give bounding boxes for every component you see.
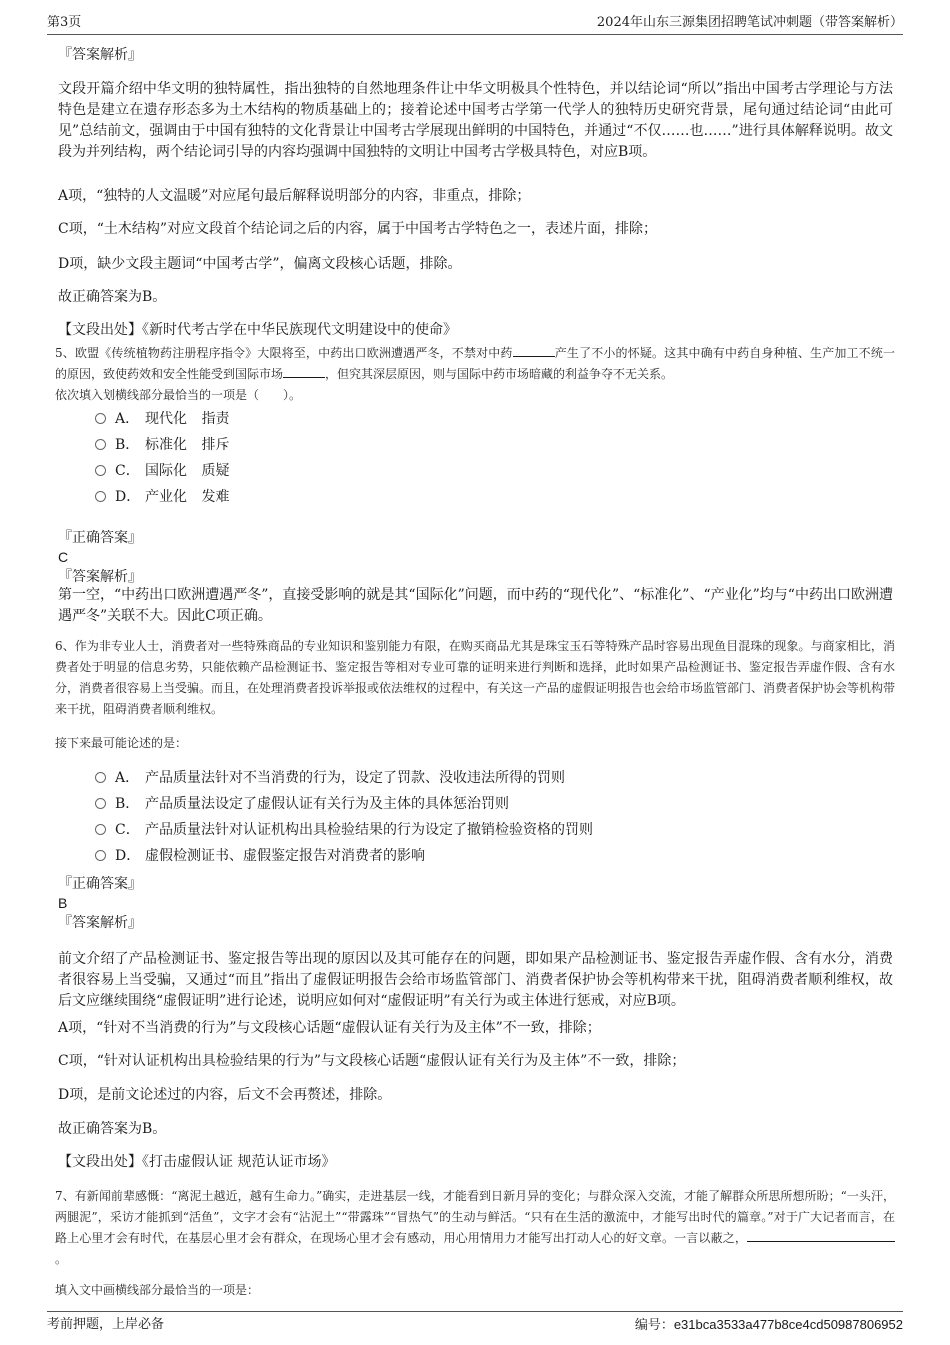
q6-option-a[interactable]: A． 产品质量法针对不当消费的行为，设定了罚款、没收违法所得的罚则 — [95, 768, 565, 790]
q5-option-a[interactable]: A． 现代化 指责 — [95, 409, 229, 431]
q6-option-c[interactable]: C． 产品质量法针对认证机构出具检验结果的行为设定了撤销检验资格的罚则 — [95, 820, 593, 842]
q6-conclusion: 故正确答案为B。 — [58, 1121, 167, 1137]
q6-stem: 6、作为非专业人士，消费者对一些特殊商品的专业知识和鉴别能力有限，在购买商品尤其是珠宝玉石等特殊产品时容易出现鱼目混珠的现象。与商家相比，消费者处于明显的信息劣势，只能依赖产品检测证书、鉴定报告等相对专业可靠的证明来进行判断和选择，此时如果产品检测证书、鉴定报告弄虚作假、含有水分，消费者很容易上当受骗。而且，在处理消费者投诉举报或依法维权的过程中，有关这一产品的虚假证明报告也会给市场监管部门、消费者保护协会等机构带来干扰，阻碍消费者顺利维权。 — [55, 639, 896, 716]
q5-analysis: 第一空，“中药出口欧洲遭遇严冬”，直接受影响的就是其“国际化”问题，而中药的“现代化”、“标准化”、“产业化”均与“中药出口欧洲遭遇严冬”关联不大。因此C项正确。 — [58, 587, 893, 624]
q6-analysis: 前文介绍了产品检测证书、鉴定报告等出现的原因以及其可能存在的问题，即如果产品检测证书、鉴定报告弄虚作假、含有水分，消费者很容易上当受骗，又通过“而且”指出了虚假证明报告会给市场监管部门、消费者保护协会等机构带来干扰，阻碍消费者顺利维权，故后文应继续围绕“虚假证明”进行论述，说明应如何对“虚假证明”有关行为或主体进行惩戒，对应B项。 — [58, 951, 893, 1009]
q4-note-a: A项，“独特的人文温暖”对应尾句最后解释说明部分的内容，非重点，排除； — [58, 188, 531, 204]
document-code: 编号：e31bca3533a477b8ce4cd50987806952 — [634, 1317, 903, 1333]
q6-analysis-label: 『答案解析』 — [58, 915, 142, 931]
q4-analysis: 文段开篇介绍中华文明的独特属性，指出独特的自然地理条件让中华文明极具个性特色，并以结论词“所以”指出中国考古学理论与方法特色是建立在遗存形态多为土木结构的物质基础上的；接着论述中国考古学第一代学人的独特历史研究背景，尾句通过结论词“由此可见”总结前文，强调由于中国有独特的文化背景让中国考古学展现出鲜明的中国特色，并通过“不仅……也……”进行具体解释说明。故文段为并列结构，两个结论词引导的内容均强调中国独特的文明让中国考古学极具特色，对应B项。 — [58, 81, 893, 160]
q4-note-d: D项，缺少文段主题词“中国考古学”，偏离文段核心话题，排除。 — [58, 256, 462, 272]
page-header — [47, 14, 903, 35]
q6-prompt: 接下来最可能论述的是： — [55, 736, 188, 750]
radio-icon[interactable] — [95, 465, 106, 476]
q7-stem: 7、有新闻前辈感慨：“离泥土越近，越有生命力。”确实，走进基层一线，才能看到日新月异的变化；与群众深入交流，才能了解群众所思所想所盼；“一头汗，两腿泥”，采访才能抓到“活鱼”，文字才会有“沾泥土”“带露珠”“冒热气”的生动与鲜活。“只有在生活的激流中，才能写出时代的篇章。”对于广大记者而言，在路上心里才会有时代，在基层心里才会有群众，在现场心里才会有感动，用心用情用力才能写出打动人心的好文章。一言以蔽之，。 — [55, 1189, 895, 1266]
q5-stem: 5、欧盟《传统植物药注册程序指令》大限将至，中药出口欧洲遭遇严冬，不禁对中药 产生了不小的怀疑。这其中确有中药自身种植、生产加工不统一的原因，致使药效和安全性能受到国际市场 ，但究其深层原因，则与国际中药市场暗藏的利益争夺不无关系。 — [55, 346, 895, 381]
footer-slogan: 考前押题，上岸必备 — [47, 1317, 165, 1332]
document-title: 2024年山东三源集团招聘笔试冲刺题（带答案解析） — [596, 15, 903, 30]
q6-answer: B — [58, 895, 68, 911]
radio-icon[interactable] — [95, 798, 106, 809]
radio-icon[interactable] — [95, 824, 106, 835]
q4-analysis-label: 『答案解析』 — [58, 47, 142, 63]
q4-conclusion: 故正确答案为B。 — [58, 289, 167, 305]
q6-option-d[interactable]: D． 虚假检测证书、虚假鉴定报告对消费者的影响 — [95, 846, 425, 868]
q5-option-c[interactable]: C． 国际化 质疑 — [95, 461, 229, 483]
q4-note-c: C项，“土木结构”对应文段首个结论词之后的内容，属于中国考古学特色之一，表述片面，排除； — [58, 221, 658, 237]
q5-option-b[interactable]: B． 标准化 排斥 — [95, 435, 229, 457]
q5-answer-label: 『正确答案』 — [58, 530, 142, 546]
page-footer — [47, 1311, 903, 1334]
q6-option-b[interactable]: B． 产品质量法设定了虚假认证有关行为及主体的具体惩治罚则 — [95, 794, 509, 816]
q5-answer: C — [58, 549, 69, 565]
q6-answer-label: 『正确答案』 — [58, 876, 142, 892]
page-number: 第3页 — [47, 15, 82, 30]
q5-option-d[interactable]: D． 产业化 发难 — [95, 487, 229, 509]
radio-icon[interactable] — [95, 850, 106, 861]
q6-source: 【文段出处】《打击虚假认证 规范认证市场》 — [58, 1154, 336, 1170]
q5-analysis-label: 『答案解析』 — [58, 569, 142, 585]
q6-note-a: A项，“针对不当消费的行为”与文段核心话题“虚假认证有关行为及主体”不一致，排除； — [58, 1020, 601, 1036]
q6-note-c: C项，“针对认证机构出具检验结果的行为”与文段核心话题“虚假认证有关行为及主体”不一致，排除； — [58, 1053, 686, 1069]
radio-icon[interactable] — [95, 491, 106, 502]
radio-icon[interactable] — [95, 439, 106, 450]
q4-source: 【文段出处】《新时代考古学在中华民族现代文明建设中的使命》 — [58, 322, 457, 338]
q6-note-d: D项，是前文论述过的内容，后文不会再赘述，排除。 — [58, 1087, 392, 1103]
q7-prompt: 填入文中画横线部分最恰当的一项是： — [55, 1283, 260, 1297]
radio-icon[interactable] — [95, 772, 106, 783]
q5-prompt: 依次填入划横线部分最恰当的一项是（ ）。 — [55, 388, 302, 402]
radio-icon[interactable] — [95, 413, 106, 424]
